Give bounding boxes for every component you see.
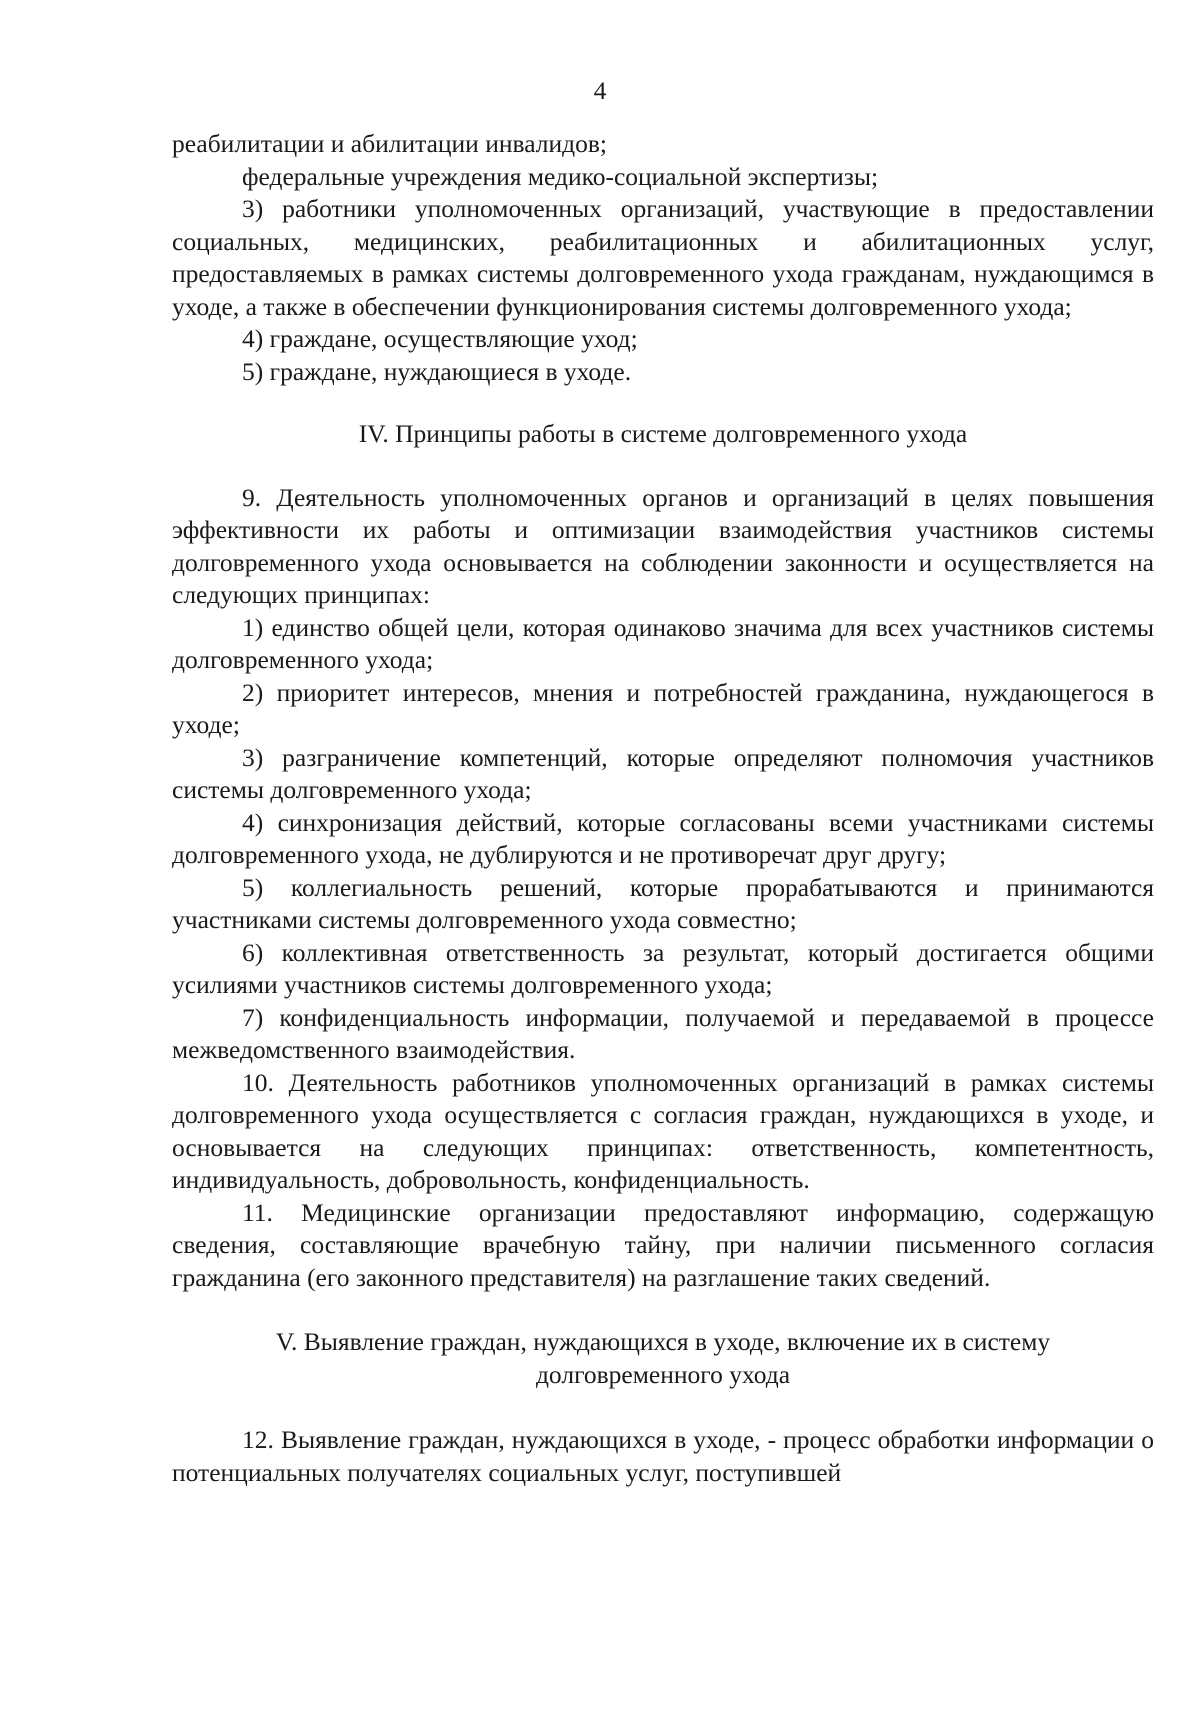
paragraph-item-5-care-recipients: 5) граждане, нуждающиеся в уходе. xyxy=(242,356,632,386)
principle-5: 5) коллегиальность решений, которые прорабатываются и принимаются участниками системы долговременного ухода совместно; xyxy=(172,872,1154,934)
paragraph-item-4-caregivers: 4) граждане, осуществляющие уход; xyxy=(242,324,638,353)
paragraph-11: 11. Медицинские организации предоставляют информацию, содержащую сведения, составляющие врачебную тайну, при наличии письменного согласия гражданина (его законного представителя) на разглашение таких сведений. xyxy=(172,1197,1154,1292)
principle-7: 7) конфиденциальность информации, получаемой и передаваемой в процессе межведомственного взаимодействия. xyxy=(172,1002,1154,1064)
document-body xyxy=(172,128,1154,1489)
principle-4: 4) синхронизация действий, которые согласованы всеми участниками системы долговременного ухода, не дублируются и не противоречат друг другу; xyxy=(172,807,1154,869)
principle-3: 3) разграничение компетенций, которые определяют полномочия участников системы долговременного ухода; xyxy=(172,742,1154,804)
principle-6: 6) коллективная ответственность за результат, который достигается общими усилиями участников системы долговременного ухода; xyxy=(172,937,1154,999)
principle-1: 1) единство общей цели, которая одинаково значима для всех участников системы долговременного ухода; xyxy=(172,612,1154,674)
paragraph-12: 12. Выявление граждан, нуждающихся в уходе, - процесс обработки информации о потенциальных получателях социальных услуг, поступившей xyxy=(172,1425,1154,1487)
paragraph-federal-institutions: федеральные учреждения медико-социальной экспертизы; xyxy=(242,161,879,191)
paragraph-item-3-workers: 3) работники уполномоченных организаций, участвующие в предоставлении социальных, медицинских, реабилитационных и абилитационных услуг, предоставляемых в рамках системы долговременного ухода гражданам, нуждающимся в уходе, а также в обеспечении функционирования системы долговременного ухода; xyxy=(172,194,1154,321)
paragraph-9: 9. Деятельность уполномоченных органов и организаций в целях повышения эффективности их работы и оптимизации взаимодействия участников системы долговременного ухода основывается на соблюдении законности и осуществляется на следующих принципах: xyxy=(172,482,1154,609)
section-heading-iv: IV. Принципы работы в системе долговременного ухода xyxy=(358,419,968,448)
page-number: 4 xyxy=(593,76,607,105)
paragraph-continuation: реабилитации и абилитации инвалидов; xyxy=(172,129,607,158)
section-heading-v: V. Выявление граждан, нуждающихся в уходе, включение их в систему долговременного ухода xyxy=(275,1327,1051,1389)
principle-2: 2) приоритет интересов, мнения и потребностей гражданина, нуждающегося в уходе; xyxy=(172,677,1154,739)
paragraph-10: 10. Деятельность работников уполномоченных организаций в рамках системы долговременного ухода осуществляется с согласия граждан, нуждающихся в уходе, и основывается на следующих принципах: ответственность, компетентность, индивидуальность, добровольность, конфиденциальность. xyxy=(172,1067,1154,1194)
